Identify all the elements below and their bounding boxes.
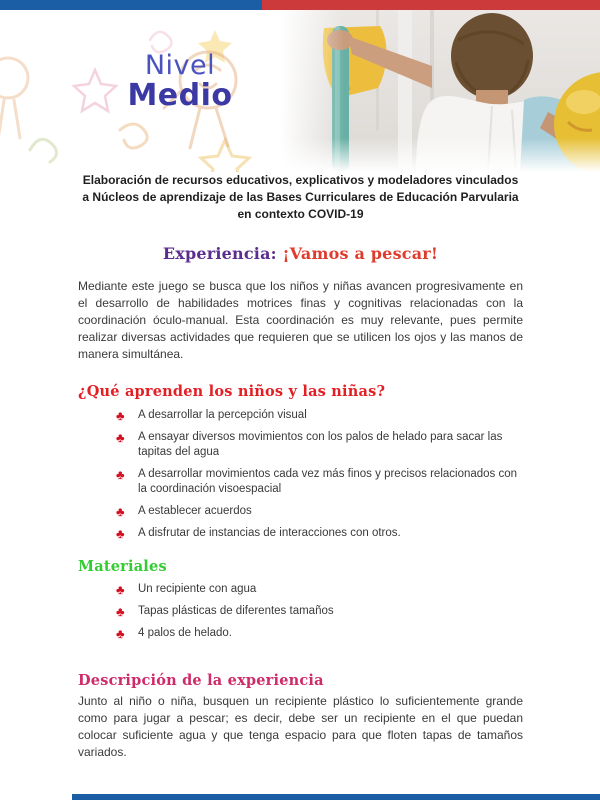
club-bullet-icon: ♣ [116, 604, 125, 619]
list-item [116, 626, 523, 641]
nivel-medio-logo [105, 52, 255, 112]
club-bullet-icon: ♣ [116, 626, 125, 641]
list-item [116, 408, 523, 423]
learn-section-heading: ¿Qué aprenden los niños y las niñas? [78, 383, 386, 400]
top-bar-blue-segment [0, 0, 262, 10]
intro-paragraph: Mediante este juego se busca que los niños y niñas avancen progresivamente en el desarrollo de habilidades motrices finas y cognitivas relacionadas con la coordinación óculo-manual. Esta coordinación es muy relevante, pues permite realizar diversas actividades que requieren que se utilicen los ojos y las manos de manera simultánea. [78, 279, 523, 361]
header-banner [0, 10, 600, 172]
list-item-text: A ensayar diversos movimientos con los palos de helado para sacar las tapitas del agua [138, 431, 503, 458]
list-item-text: Un recipiente con agua [138, 583, 257, 595]
list-item-text: 4 palos de helado. [138, 627, 232, 639]
learn-list [78, 408, 523, 541]
club-bullet-icon: ♣ [116, 467, 125, 482]
club-bullet-icon: ♣ [116, 408, 125, 423]
experience-prefix: Experiencia: [162, 244, 277, 263]
footer-bar [72, 794, 600, 800]
list-item [116, 504, 523, 519]
list-item [116, 604, 523, 619]
club-bullet-icon: ♣ [116, 504, 125, 519]
club-bullet-icon: ♣ [116, 582, 125, 597]
document-title: Elaboración de recursos educativos, explicativos y modeladores vinculados a Núcleos de aprendizaje de las Bases Curriculares de Educación Parvularia en contexto COVID-19 [82, 173, 519, 221]
list-item [116, 467, 523, 497]
list-item-text: Tapas plásticas de diferentes tamaños [138, 605, 334, 617]
list-item-text: A establecer acuerdos [138, 505, 252, 517]
list-item [116, 526, 523, 541]
list-item-text: A desarrollar la percepción visual [138, 409, 307, 421]
experience-name: ¡Vamos a pescar! [282, 244, 439, 263]
experience-heading [78, 244, 523, 264]
club-bullet-icon: ♣ [116, 430, 125, 445]
top-color-bar [0, 0, 600, 10]
logo-line-nivel: Nivel [144, 50, 216, 81]
list-item-text: A desarrollar movimientos cada vez más finos y precisos relacionados con la coordinación visoespacial [138, 468, 518, 495]
logo-line-medio: Medio [127, 78, 233, 114]
child-photo [280, 10, 600, 172]
document-content [78, 172, 523, 761]
description-section-heading: Descripción de la experiencia [78, 672, 324, 689]
description-paragraph: Junto al niño o niña, busquen un recipiente plástico lo suficientemente grande como para jugar a pescar; es decir, debe ser un recipiente en el que puedan colocar suficiente agua y que tenga espacio para que floten tapas de tamaños variados. [78, 694, 523, 759]
materials-list [78, 582, 523, 641]
list-item-text: A disfrutar de instancias de interacciones con otros. [138, 527, 401, 539]
materials-section-heading: Materiales [78, 558, 167, 575]
top-bar-red-segment [262, 0, 600, 10]
list-item [116, 430, 523, 460]
list-item [116, 582, 523, 597]
club-bullet-icon: ♣ [116, 526, 125, 541]
